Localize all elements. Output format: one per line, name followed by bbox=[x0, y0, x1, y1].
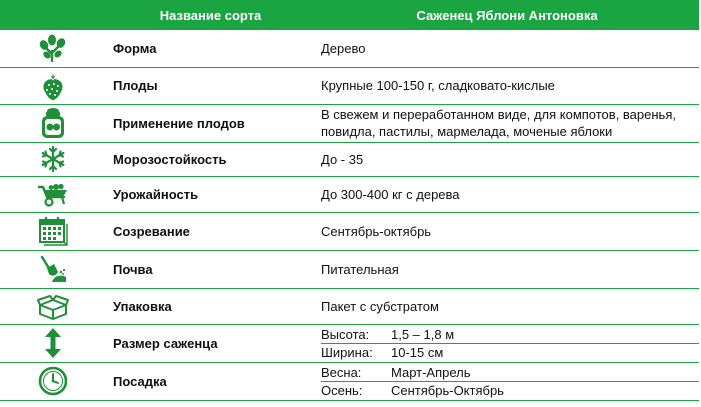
attribute-label: Морозостойкость bbox=[106, 142, 315, 176]
vertical-arrows-icon bbox=[43, 327, 63, 359]
planting-autumn-key: Осень: bbox=[321, 382, 363, 398]
size-width-key: Ширина: bbox=[321, 344, 373, 360]
attribute-label: Упаковка bbox=[106, 288, 315, 324]
attribute-value: До - 35 bbox=[315, 142, 699, 176]
table-row-packaging bbox=[0, 288, 699, 324]
size-width bbox=[321, 343, 699, 361]
planting-autumn bbox=[321, 381, 699, 399]
table-row-form bbox=[0, 30, 699, 67]
size-values bbox=[315, 324, 699, 362]
attribute-label: Плоды bbox=[106, 67, 315, 104]
planting-spring-value: Март-Апрель bbox=[391, 364, 471, 380]
shovel-icon bbox=[38, 255, 68, 283]
table-row-yield bbox=[0, 176, 699, 212]
jam-jar-icon bbox=[38, 107, 68, 139]
table-row-soil bbox=[0, 250, 699, 288]
table-row-ripening bbox=[0, 212, 699, 250]
table-row-planting bbox=[0, 362, 699, 400]
planting-values bbox=[315, 362, 699, 400]
attribute-value: Пакет с субстратом bbox=[315, 288, 699, 324]
size-height bbox=[321, 326, 699, 343]
attribute-label: Размер саженца bbox=[106, 324, 315, 362]
attribute-value: Крупные 100-150 г, сладковато-кислые bbox=[315, 67, 699, 104]
attribute-value: Питательная bbox=[315, 250, 699, 288]
table-row-size bbox=[0, 324, 699, 362]
box-icon bbox=[37, 291, 69, 321]
attribute-label: Созревание bbox=[106, 212, 315, 250]
table-row-fruits bbox=[0, 67, 699, 104]
table-row-frost bbox=[0, 142, 699, 176]
tree-icon bbox=[38, 34, 68, 62]
attribute-label: Форма bbox=[106, 30, 315, 67]
header-value: Саженец Яблони Антоновка bbox=[315, 0, 699, 30]
snowflake-icon bbox=[39, 145, 67, 173]
attribute-label: Урожайность bbox=[106, 176, 315, 212]
planting-spring-key: Весна: bbox=[321, 364, 362, 380]
size-height-key: Высота: bbox=[321, 326, 370, 342]
calendar-icon bbox=[38, 216, 68, 246]
table-row-usage bbox=[0, 104, 699, 142]
header-attribute: Название сорта bbox=[106, 0, 315, 30]
wheelbarrow-icon bbox=[36, 181, 70, 207]
planting-autumn-value: Сентябрь-Октябрь bbox=[391, 382, 504, 398]
size-height-value: 1,5 – 1,8 м bbox=[391, 326, 455, 342]
attribute-label: Посадка bbox=[106, 362, 315, 400]
clock-icon bbox=[38, 366, 68, 396]
attribute-value: Сентябрь-октябрь bbox=[315, 212, 699, 250]
attribute-value: В свежем и переработанном виде, для компотов, варенья, повидла, пастилы, мармелада, моченые яблоки bbox=[315, 104, 699, 142]
planting-spring bbox=[321, 364, 699, 381]
attribute-value: До 300-400 кг с дерева bbox=[315, 176, 699, 212]
size-width-value: 10-15 см bbox=[391, 344, 444, 360]
header-icon-cell bbox=[0, 0, 106, 30]
attribute-label: Применение плодов bbox=[106, 104, 315, 142]
attribute-value: Дерево bbox=[315, 30, 699, 67]
strawberry-icon bbox=[39, 71, 67, 101]
header-row bbox=[0, 0, 699, 30]
attribute-label: Почва bbox=[106, 250, 315, 288]
